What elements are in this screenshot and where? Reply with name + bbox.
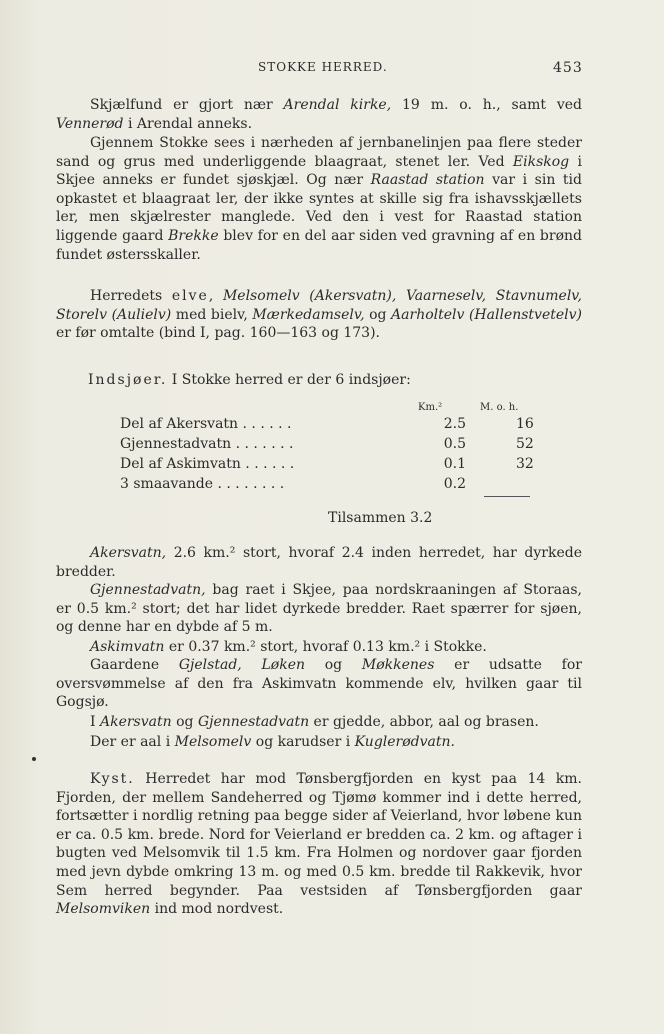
place-name: Melsomviken (56, 901, 151, 918)
column-header-km: Km.² (418, 402, 443, 413)
place-name: Raastad station (370, 172, 485, 189)
paragraph-fish: I Akersvatn og Gjennestadvatn er gjedde, abbor, aal og brasen. (90, 714, 539, 730)
lake-name: Akersvatn, (90, 545, 167, 561)
lake-name: Gjennestadvatn, (90, 582, 206, 598)
sum-rule (484, 496, 530, 497)
section-keyword: Kyst. (90, 771, 135, 787)
section-keyword: elve (171, 288, 209, 304)
river-name: Aarholtelv (Hallenstvetelv) (391, 306, 583, 323)
table-row: Del af Askimvatn . . . . . . 0.1 32 (120, 456, 534, 472)
lake-name: Akersvatn (99, 714, 172, 730)
total-row: Tilsammen 3.2 (328, 510, 433, 526)
farm-name: Møkkenes (361, 657, 435, 673)
paragraph-askimvatn: Askimvatn er 0.37 km.² stort, hvoraf 0.13 km.² i Stokke. (90, 639, 487, 655)
river-name: Mærkedamselv, (252, 306, 365, 323)
place-name: Arendal kirke, (283, 97, 392, 113)
river-name: Melsomelv (174, 734, 252, 750)
lake-name: Kuglerødvatn. (354, 734, 455, 750)
column-header-moh: M. o. h. (480, 402, 519, 413)
paragraph-flooding: Gaardene Gjelstad, Løken og Møkkenes er udsatte for oversvømmelse af den fra Askimvatn kommende elv, hvilken gaar til Gogsjø. (56, 657, 582, 711)
paragraph-sand-gravel: Gjennem Stokke sees i nærheden af jernbanelinjen paa flere steder sand og grus med underliggende blaagraat, stenet ler. Ved Eikskog i Skjee anneks er fundet sjøskjæl. Og nær Raastad station var i sin tid opkastet et blaagraat ler, der ikke syntes at skille sig fra ishavsskjællets ler, men skjælrester manglede. Ved den i vest for Raastad station liggende gaard Brekke blev for en del aar siden ved gravning af en brønd fundet østersskaller. (56, 135, 582, 263)
table-row: 3 smaavande . . . . . . . . 0.2 (120, 476, 466, 492)
paragraph-shell-finds: Skjælfund er gjort nær Arendal kirke, 19 m. o. h., samt ved Vennerød i Arendal anneks. (56, 97, 582, 132)
paragraph-eel: Der er aal i Melsomelv og karudser i Kuglerødvatn. (90, 734, 455, 750)
paragraph-rivers: Herredets elve, Melsomelv (Akersvatn), Vaarneselv, Stavnumelv, Storelv (Aulielv) med bielv, Mærkedamselv, og Aarholtelv (Hallenstvetelv) er før omtalte (bind I, pag. 160—163 og 173). (56, 288, 583, 342)
lake-name: Askimvatn (90, 639, 165, 655)
running-header: STOKKE HERRED. (258, 60, 388, 74)
paragraph-akersvatn: Akersvatn, 2.6 km.² stort, hvoraf 2.4 inden herredet, har dyrkede bredder. (56, 545, 582, 580)
ink-speck (32, 757, 36, 761)
paragraph-coast: Kyst. Herredet har mod Tønsbergfjorden en kyst paa 14 km. Fjorden, der mellem Sandeherred og Tjømø kommer ind i dette herred, fortsætter i nordlig retning paa begge sider af Veierland, hvor løbene kun er ca. 0.5 km. brede. Nord for Veierland er bredden ca. 2 km. og aftager i bugten ved Melsomvik til 1.5 km. Fra Holmen og nordover gaar fjorden med jevn dybde omkring 13 m. og med 0.5 km. bredde til Rakkevik, hvor Sem herred begynder. Paa vestsiden af Tønsbergfjorden gaar Melsomviken ind mod nordvest. (56, 771, 582, 918)
paragraph-gjennestadvatn: Gjennestadvatn, bag raet i Skjee, paa nordskraaningen af Storaas, er 0.5 km.² stort; det har lidet dyrkede bredder. Raet spærrer for sjøen, og denne har en dybde af 5 m. (56, 582, 582, 636)
farm-names: Gjelstad, Løken (178, 657, 305, 673)
lake-name: Gjennestadvatn (197, 714, 310, 730)
place-name: Brekke (168, 227, 219, 244)
place-name: Vennerød (56, 115, 124, 132)
page-number: 453 (553, 60, 583, 76)
table-row: Del af Akersvatn . . . . . . 2.5 16 (120, 416, 534, 432)
river-names: Melsomelv (Akersvatn), Vaarneselv, Stavnumelv, Storelv (Aulielv) (56, 288, 582, 323)
place-name: Eikskog (512, 153, 570, 170)
lakes-heading: Indsjøer. I Stokke herred er der 6 indsjøer: (88, 372, 411, 388)
table-row: Gjennestadvatn . . . . . . . 0.5 52 (120, 436, 534, 452)
